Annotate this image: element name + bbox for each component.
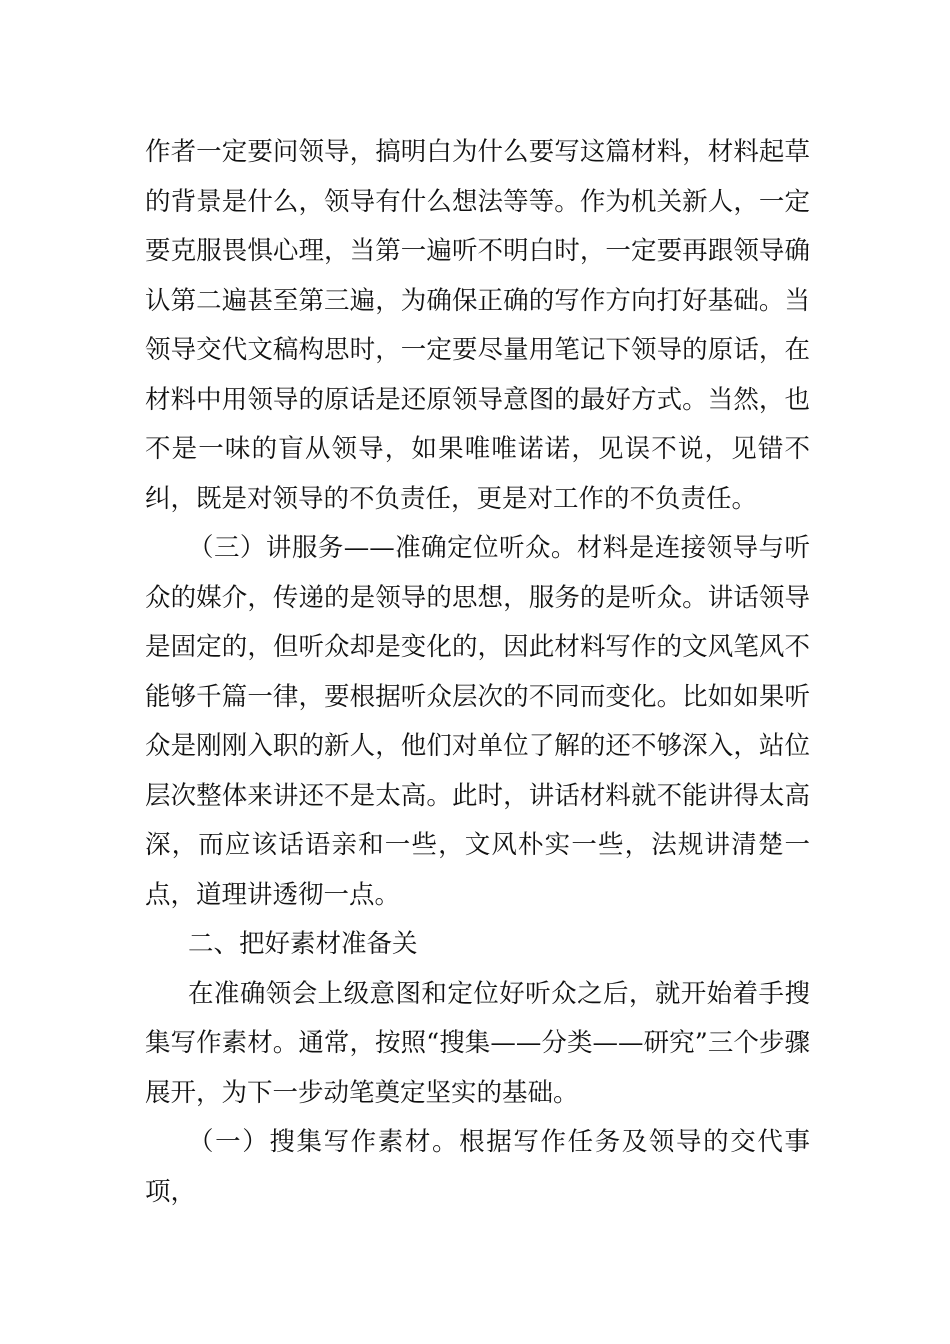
paragraph-section-three-service: （三）讲服务——准确定位听众。材料是连接领导与听众的媒介，传递的是领导的思想，服务的是听众。讲话领导是固定的，但听众却是变化的，因此材料写作的文风笔风不能够千篇一律，要根据听众层次的不同而变化。比如如果听众是刚刚入职的新人，他们对单位了解的还不够深入，站位层次整体来讲还不是太高。此时，讲话材料就不能讲得太高深，而应该话语亲和一些，文风朴实一些，法规讲清楚一点，道理讲透彻一点。 bbox=[145, 533, 810, 910]
section-heading-materials: 二、把好素材准备关 bbox=[188, 929, 418, 959]
paragraph-continuation: 作者一定要问领导，搞明白为什么要写这篇材料，材料起草的背景是什么，领导有什么想法等等。作为机关新人，一定要克服畏惧心理，当第一遍听不明白时，一定要再跟领导确认第二遍甚至第三遍，为确保正确的写作方向打好基础。当领导交代文稿构思时，一定要尽量用笔记下领导的原话，在材料中用领导的原话是还原领导意图的最好方式。当然，也不是一味的盲从领导，如果唯唯诺诺，见误不说，见错不纠，既是对领导的不负责任，更是对工作的不负责任。 bbox=[145, 137, 810, 514]
paragraph-materials-intro: 在准确领会上级意图和定位好听众之后，就开始着手搜集写作素材。通常，按照“搜集——分类——研究”三个步骤展开，为下一步动笔奠定坚实的基础。 bbox=[145, 978, 810, 1108]
paragraph-collect-materials: （一）搜集写作素材。根据写作任务及领导的交代事项， bbox=[145, 1127, 810, 1207]
document-body bbox=[145, 128, 810, 1217]
